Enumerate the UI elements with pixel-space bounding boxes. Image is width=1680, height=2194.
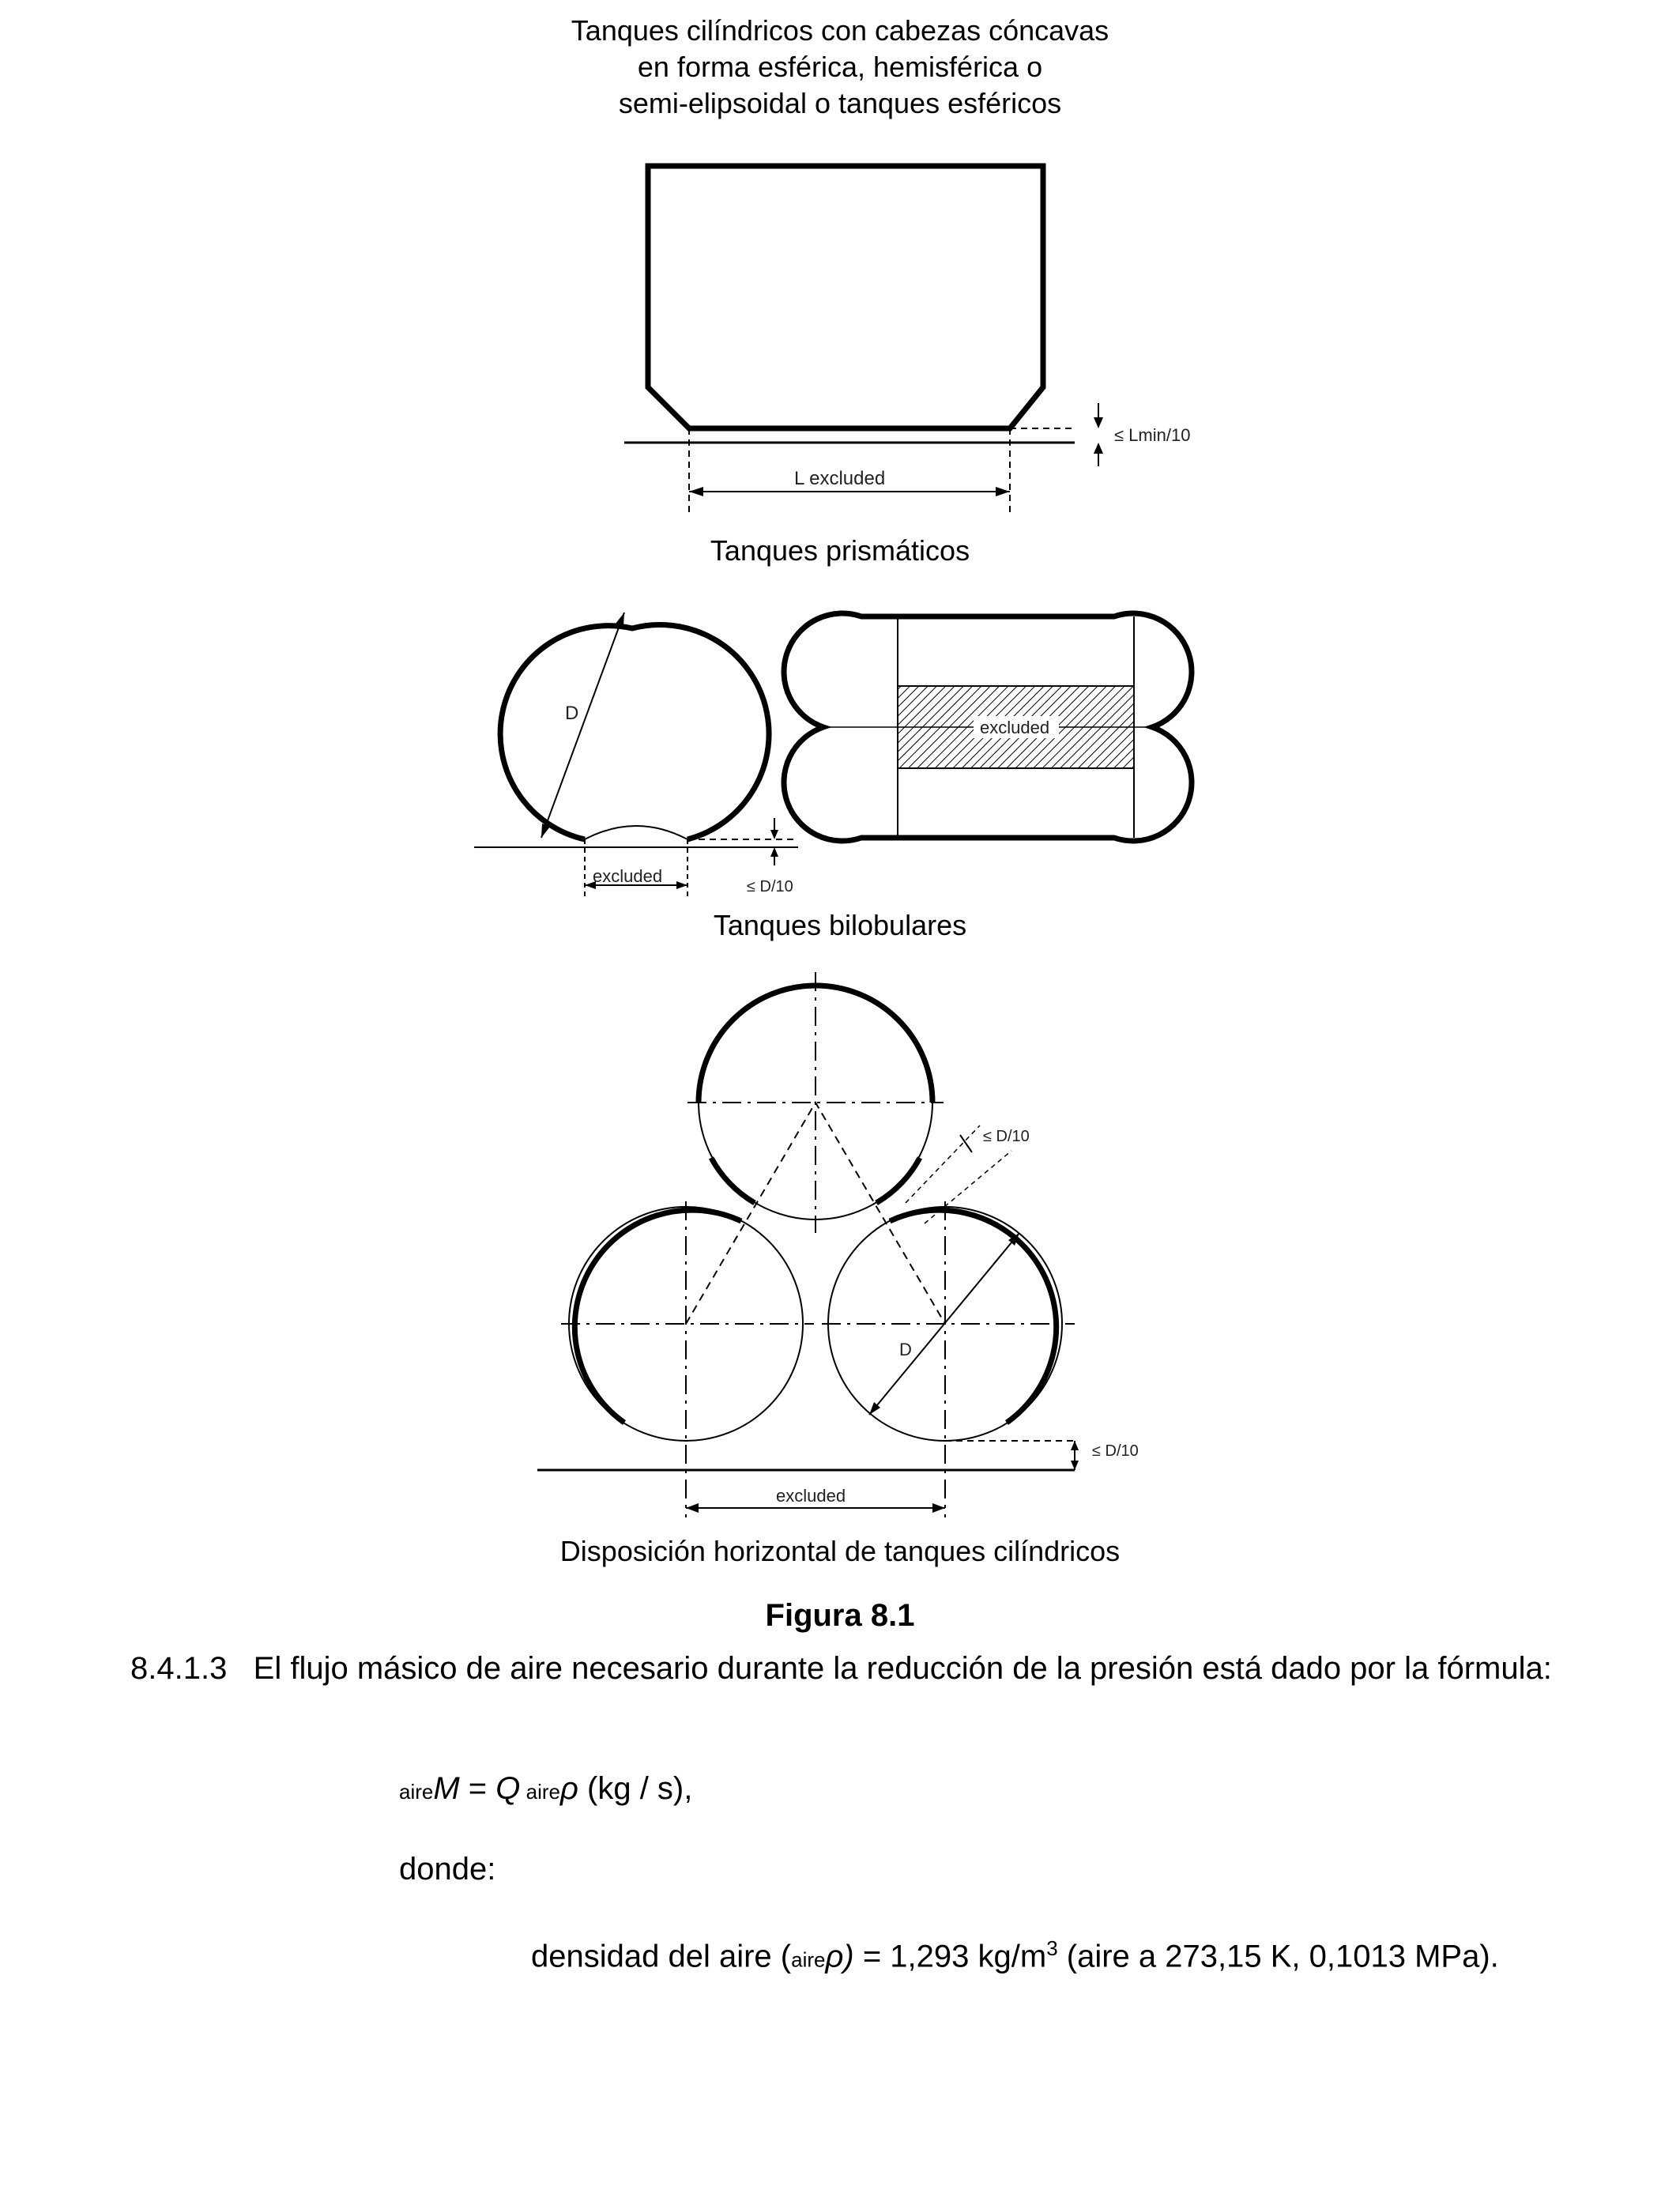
prismatic-excluded-label: L excluded xyxy=(794,468,886,489)
caption-bilobular: Tanques bilobulares xyxy=(713,909,967,941)
bilobe-section-excluded-label: excluded xyxy=(980,718,1050,737)
prismatic-tank-outline xyxy=(648,166,1043,428)
formula-sub-aire: aire xyxy=(399,1780,434,1804)
mass-flow-formula xyxy=(399,1769,692,1811)
formula-sub-aire-2: aire xyxy=(520,1780,560,1804)
density-value: = 1,293 kg/m xyxy=(853,1939,1047,1974)
paragraph-text: El flujo másico de aire necesario durante la reducción de la presión está dado por la fórmula: xyxy=(253,1651,1552,1686)
figure-label: Figura 8.1 xyxy=(765,1598,915,1633)
bilobe-side-outline xyxy=(500,624,769,839)
donde-label: donde: xyxy=(399,1852,496,1887)
right-cylinder-outline xyxy=(890,1210,1057,1423)
density-sup: 3 xyxy=(1046,1936,1058,1960)
prismatic-tank-diagram xyxy=(616,150,1217,522)
bilobular-tank-diagram xyxy=(466,593,1225,909)
horizontal-height-limit: ≤ D/10 xyxy=(1092,1442,1139,1460)
horizontal-diameter-label: D xyxy=(899,1340,912,1359)
caption-cylindrical-line2: en forma esférica, hemisférica o xyxy=(637,51,1043,83)
prismatic-height-limit: ≤ Lmin/10 xyxy=(1114,425,1191,445)
density-sub: aire xyxy=(791,1947,826,1972)
left-cylinder-outline xyxy=(574,1210,741,1423)
density-suffix: (aire a 273,15 K, 0,1013 MPa). xyxy=(1057,1939,1499,1974)
formula-equals: = xyxy=(459,1771,496,1806)
air-density-line xyxy=(531,1928,1499,1979)
bilobe-diameter-line xyxy=(541,613,624,838)
density-prefix: densidad del aire ( xyxy=(531,1939,792,1974)
bilobe-diameter-label: D xyxy=(565,703,579,724)
paragraph-8-4-1-3 xyxy=(130,1649,1584,1688)
density-rho: ρ) xyxy=(825,1939,854,1974)
horizontal-gap-limit: ≤ D/10 xyxy=(983,1128,1030,1145)
caption-cylindrical-line3: semi-elipsoidal o tanques esféricos xyxy=(618,87,1062,119)
formula-Q: Q xyxy=(495,1771,521,1806)
horizontal-cylinders-diagram xyxy=(529,972,1177,1525)
formula-rho: ρ xyxy=(559,1771,578,1806)
formula-M: M xyxy=(433,1771,460,1806)
formula-units: (kg / s), xyxy=(578,1771,693,1806)
paragraph-number: 8.4.1.3 xyxy=(130,1651,228,1686)
horizontal-excluded-label: excluded xyxy=(776,1486,846,1506)
bilobe-height-limit: ≤ D/10 xyxy=(747,878,793,895)
caption-cylindrical-line1: Tanques cilíndricos con cabezas cóncavas xyxy=(571,14,1109,47)
caption-prismatic: Tanques prismáticos xyxy=(710,534,970,567)
caption-horizontal: Disposición horizontal de tanques cilíndricos xyxy=(559,1535,1121,1567)
bilobe-excluded-label: excluded xyxy=(593,866,663,886)
